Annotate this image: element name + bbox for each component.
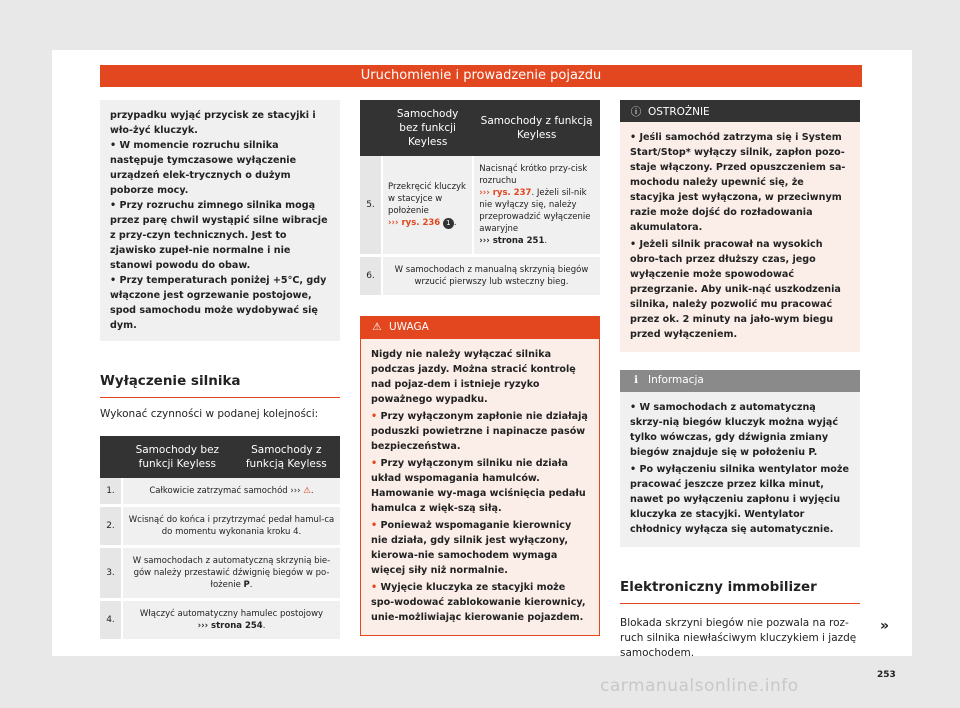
watermark: carmanualsonline.info [600, 676, 799, 696]
start-note: • Przy temperaturach poniżej +5°C, gdy włączone jest ogrzewanie postojowe, spod samochodu może wydobywać się dym. [110, 275, 327, 331]
section-title-engine-off: Wyłączenie silnika [100, 373, 340, 398]
info-box [620, 370, 860, 547]
circle-number-icon: 1 [443, 218, 454, 229]
table-header: Samochody bez funkcji Keyless [382, 100, 473, 156]
exclamation-circle-icon: ⓘ [630, 106, 642, 118]
table-row: 6. W samochodach z manualną skrzynią biegów wrzucić pierwszy lub wsteczny bieg. [360, 256, 600, 297]
table-row: 2. Wcisnąć do końca i przytrzymać pedał hamul-ca do momentu wykonania kroku 4. [100, 506, 340, 547]
start-note: • W momencie rozruchu silnika następuje tymczasowe wyłączenie urządzeń elek-trycznych o dużym poborze mocy. [110, 140, 297, 196]
start-notes-box [100, 100, 340, 341]
info-item: • W samochodach z automatyczną skrzy-nią biegów kluczyk można wyjąć tylko wówczas, gdy dźwignia zmiany biegów znajduje się w położeniu P. [630, 402, 839, 458]
warning-item: • Przy wyłączonym zapłonie nie działają poduszki powietrzne i napinacze pasów bezpieczeństwa. [371, 411, 588, 452]
caution-item: • Jeżeli silnik pracował na wysokich obro-tach przez dłuższy czas, jego wyłączenie może spowodować przegrzanie. Aby unik-nąć uszkodzenia silnika, należy pozwolić mu pracować przez ok. 2 minuty na jało-wym biegu przed wyłączeniem. [630, 239, 841, 340]
warning-item: • Ponieważ wspomaganie kierownicy nie działa, gdy silnik jest wyłączony, kierowa-nie samochodem wymaga więcej siły niż normalnie. [371, 520, 572, 576]
column-2 [360, 100, 600, 636]
warning-triangle-icon: ⚠ [303, 486, 311, 496]
info-item: • Po wyłączeniu silnika wentylator może pracować jeszcze przez kilka minut, nawet po wyłączeniu zapłonu i wyjęciu kluczyka ze stacyjki. Wentylator chłodnicy wyłącza się automatycznie. [630, 464, 849, 535]
table-row: 4. Włączyć automatyczny hamulec postojowy ››› strona 254. [100, 600, 340, 641]
table-row: 1. Całkowicie zatrzymać samochód ››› ⚠. [100, 478, 340, 506]
warning-item: • Przy wyłączonym silniku nie działa układ wspomagania hamulców. Hamowanie wy-maga wciśnięcia pedału hamulca z więk-szą siłą. [371, 458, 586, 514]
manual-page [52, 50, 912, 680]
warning-box [360, 316, 600, 636]
info-title: Informacja [648, 374, 704, 386]
page-header: Uruchomienie i prowadzenie pojazdu [100, 65, 862, 87]
table-header: Samochody bez funkcji Keyless [122, 436, 233, 478]
table-row: 3. W samochodach z automatyczną skrzynią bie-gów należy przestawić dźwignię biegów w po-łożenie P. [100, 547, 340, 600]
engine-off-table-continued [360, 100, 600, 298]
column-1 [100, 100, 340, 642]
warning-triangle-icon: ⚠ [372, 321, 382, 333]
warning-title: UWAGA [389, 321, 429, 333]
caution-title: OSTROŻNIE [648, 106, 710, 118]
table-header: Samochody z funkcją Keyless [233, 436, 340, 478]
start-notes-intro: przypadku wyjąć przycisk ze stacyjki i wło-żyć kluczyk. [110, 110, 316, 136]
section-title-immobilizer: Elektroniczny immobilizer [620, 579, 860, 604]
info-icon: ℹ [634, 374, 638, 386]
table-header: Samochody z funkcją Keyless [473, 100, 600, 156]
caution-item: • Jeśli samochód zatrzyma się i System Start/Stop* wyłączy silnik, zapłon pozo-staje włączony. Przed opuszczeniem sa-mochodu należy upewnić się, że stacyjka jest wyłączona, w przeciwnym razie może dojść do rozładowania akumulatora. [630, 132, 846, 233]
start-note: • Przy rozruchu zimnego silnika mogą przez parę chwil wystąpić silne wibracje z przy-czyn technicznych. Jest to zjawisko zupeł-nie normalne i nie stanowi powodu do obaw. [110, 200, 328, 271]
immobilizer-text: Blokada skrzyni biegów nie pozwala na roz-ruch silnika niewłaściwym kluczykiem i jazdę samochodem. [620, 617, 857, 659]
column-3 [620, 100, 860, 661]
engine-off-intro: Wykonać czynności w podanej kolejności: [100, 408, 319, 420]
table-row: 5. Przekręcić kluczyk w stacyjce w położenie ››› rys. 236 1 . Nacisnąć krótko przy-cisk rozruchu ››› rys. 237. Jeżeli sil-nik nie wyłączy się, należy przeprowadzić wyłączenie awaryjne ››› strona 251. [360, 156, 600, 256]
page-number: 253 [877, 670, 896, 680]
warning-intro: Nigdy nie należy wyłączać silnika podczas jazdy. Można stracić kontrolę nad pojaz-dem i istnieje ryzyko poważnego wypadku. [371, 349, 576, 405]
caution-box [620, 100, 860, 352]
engine-off-table [100, 436, 340, 642]
continue-arrow: » [880, 618, 890, 634]
warning-item: • Wyjęcie kluczyka ze stacyjki może spo-wodować zablokowanie kierownicy, unie-możliwiając kierowanie pojazdem. [371, 582, 586, 623]
